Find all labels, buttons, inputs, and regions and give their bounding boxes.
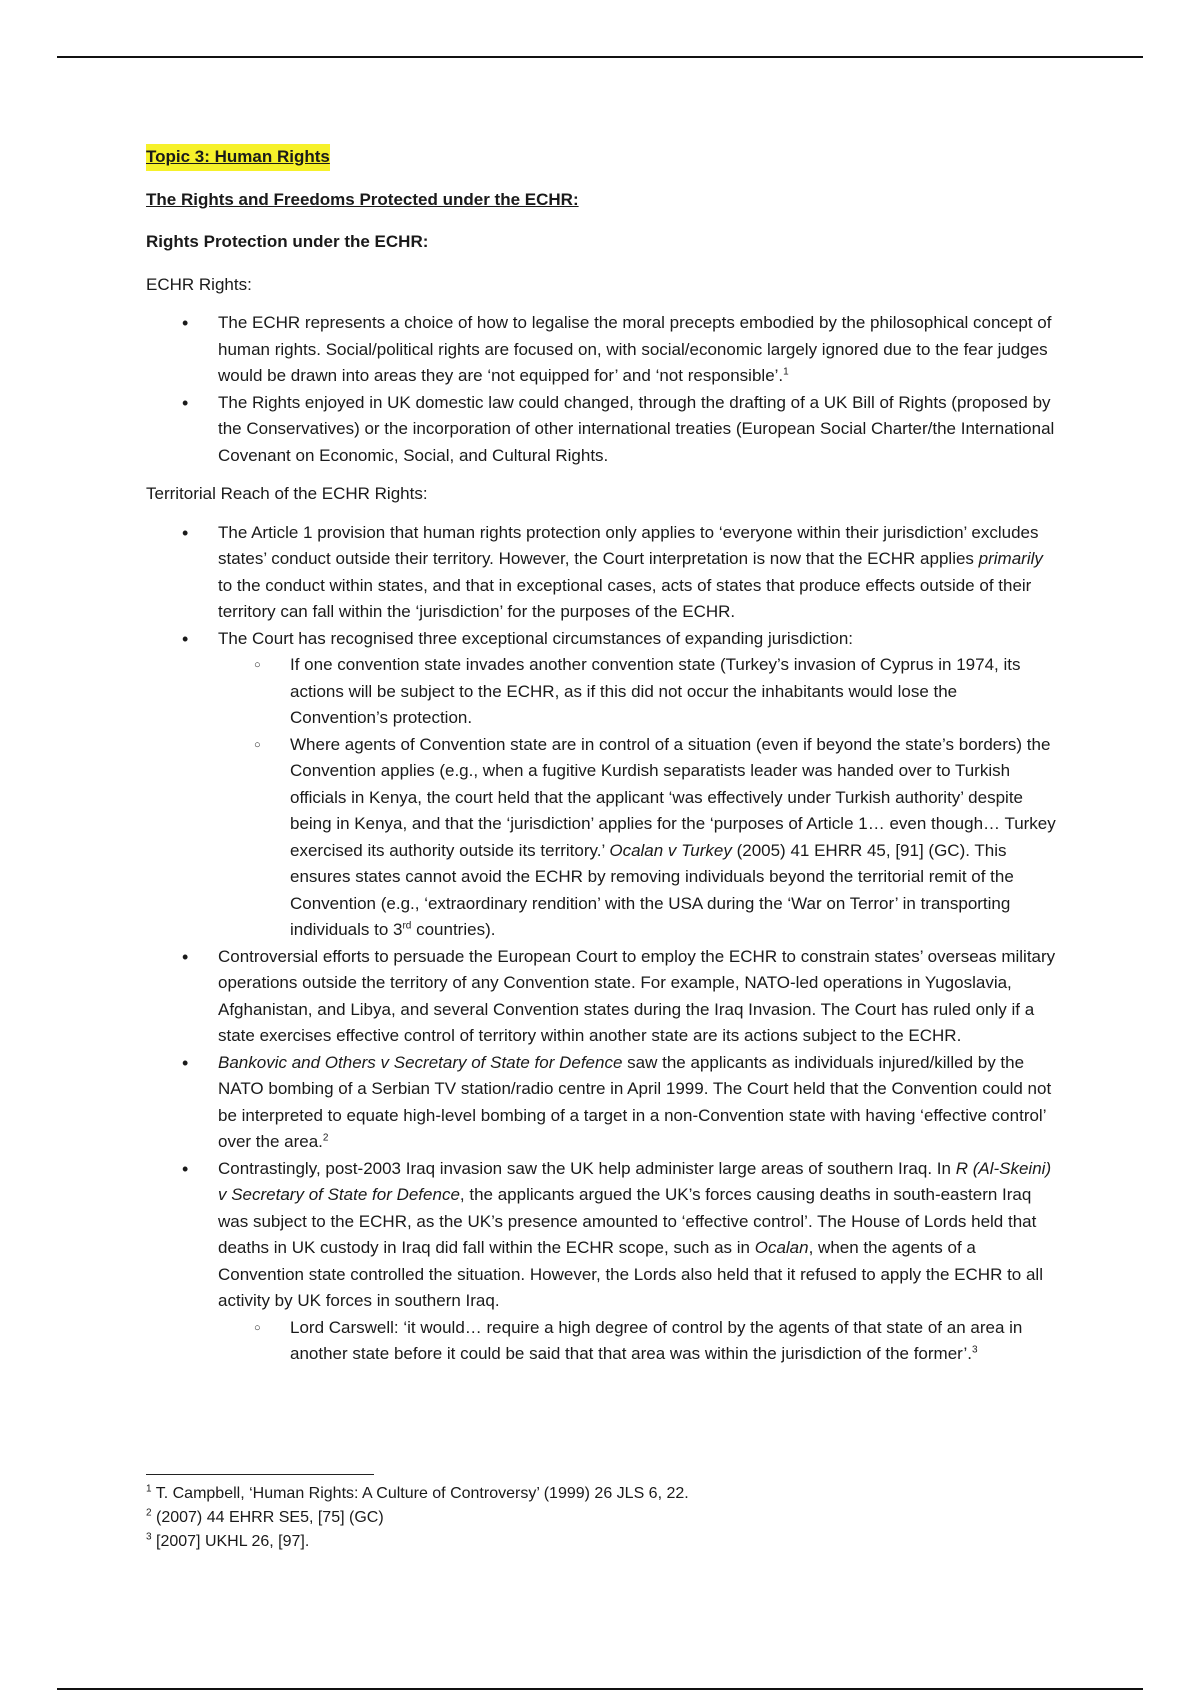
sub-list-item: ○ If one convention state invades another convention state (Turkey’s invasion of Cyprus in 1974, its actions will be subject to the ECHR, as if this did not occur the inhabitants would lose the Convention’s protection. [218, 652, 1056, 732]
footnote: $^3$ [2007] UKHL 26, [97]. [146, 1531, 310, 1550]
list-item: • The Rights enjoyed in UK domestic law could changed, through the drafting of a UK Bill of Rights (proposed by the Conservatives) or the incorporation of other international treaties (European Social Charter/the International Covenant on Economic, Social, and Cultural Rights. [146, 390, 1056, 470]
footnote: $^2$ (2007) 44 EHRR SE5, [75] (GC) [146, 1507, 384, 1526]
footnote-ref[interactable]: 3 [971, 1344, 978, 1356]
list-item: • Contrastingly, post-2003 Iraq invasion saw the UK help administer large areas of southern Iraq. In R (Al-Skeini) v Secretary of State for Defence, the applicants argued the UK’s forces causing deaths in south-eastern Iraq was subject to the ECHR, as the UK’s presence amounted to ‘effective control’. The House of Lords held that deaths in UK custody in Iraq did fall within the ECHR scope, such as in Ocalan, when the agents of a Convention state controlled the situation. However, the Lords also held that it refused to apply the ECHR to all activity by UK forces in southern Iraq. ○ Lord Carswell: ‘it would… require a high degree of control by the agents of that state of an area in another state before it could be said that that area was within the jurisdiction of the former’.$^3$ [146, 1156, 1056, 1368]
footnotes [146, 1482, 1056, 1554]
label-territorial-reach: Territorial Reach of the ECHR Rights: [146, 484, 428, 503]
footnote-ref[interactable]: 1 [783, 366, 789, 378]
subheading-rights-protection: Rights Protection under the ECHR: [146, 232, 429, 251]
list-item: • The ECHR represents a choice of how to legalise the moral precepts embodied by the philosophical concept of human rights. Social/political rights are focused on, with social/economic largely ignored due to the fear judges would be drawn into areas they are ‘not equipped for’ and ‘not responsible’.$^1$ [146, 310, 1056, 390]
footnote-separator [146, 1474, 374, 1475]
document-body [146, 144, 1056, 1380]
list-item: • The Court has recognised three exceptional circumstances of expanding jurisdiction: ○ If one convention state invades another convention state (Turkey’s invasion of Cyprus in 1974, its actions will be subject to the ECHR, as if this did not occur the inhabitants would lose the Convention’s protection. ○ Where agents of Convention state are in control of a situation (even if beyond the state’s borders) the Convention applies (e.g., when a fugitive Kurdish separatists leader was handed over to Turkish officials in Kenya, the court held that the applicant ‘was effectively under Turkish authority’ despite being in Kenya, and that the ‘jurisdiction’ applies for the ‘purposes of Article 1… even though… Turkey exercised its authority outside its territory.’ Ocalan v Turkey (2005) 41 EHRR 45, [91] (GC). This ensures states cannot avoid the ECHR by removing individuals beyond the territorial remit of the Convention (e.g., ‘extraordinary rendition’ with the USA during the ‘War on Terror’ in transporting individuals to 3rd countries). [146, 626, 1056, 944]
footnote-ref[interactable]: 2 [322, 1132, 329, 1144]
label-echr-rights: ECHR Rights: [146, 274, 252, 294]
list-item: • Controversial efforts to persuade the European Court to employ the ECHR to constrain states’ overseas military operations outside the territory of any Convention state. For example, NATO-led operations in Yugoslavia, Afghanistan, and Libya, and several Convention states during the Iraq Invasion. The Court has ruled only if a state exercises effective control of territory within another state are its actions subject to the ECHR. [146, 944, 1056, 1050]
sub-list-item: ○ Where agents of Convention state are in control of a situation (even if beyond the state’s borders) the Convention applies (e.g., when a fugitive Kurdish separatists leader was handed over to Turkish officials in Kenya, the court held that the applicant ‘was effectively under Turkish authority’ despite being in Kenya, and that the ‘jurisdiction’ applies for the ‘purposes of Article 1… even though… Turkey exercised its authority outside its territory.’ Ocalan v Turkey (2005) 41 EHRR 45, [91] (GC). This ensures states cannot avoid the ECHR by removing individuals beyond the territorial remit of the Convention (e.g., ‘extraordinary rendition’ with the USA during the ‘War on Terror’ in transporting individuals to 3rd countries). [218, 732, 1056, 944]
section-heading-rights-freedoms: The Rights and Freedoms Protected under the ECHR: [146, 189, 579, 209]
footer-rule [57, 1688, 1143, 1690]
list-item: • Bankovic and Others v Secretary of State for Defence saw the applicants as individuals injured/killed by the NATO bombing of a Serbian TV station/radio centre in April 1999. The Court held that the Convention could not be interpreted to equate high-level bombing of a target in a non-Convention state with having ‘effective control’ over the area.$^2$ [146, 1050, 1056, 1156]
sub-list-item: ○ Lord Carswell: ‘it would… require a high degree of control by the agents of that state of an area in another state before it could be said that that area was within the jurisdiction of the former’.$^3$ [218, 1315, 1056, 1368]
sub-list [218, 652, 1056, 944]
sub-list [218, 1315, 1056, 1368]
territorial-reach-list [146, 520, 1056, 1368]
page-title: Topic 3: Human Rights [146, 144, 330, 171]
list-item: • The Article 1 provision that human rights protection only applies to ‘everyone within their jurisdiction’ excludes states’ conduct outside their territory. However, the Court interpretation is now that the ECHR applies primarily to the conduct within states, and that in exceptional cases, acts of states that produce effects outside of their territory can fall within the ‘jurisdiction’ for the purposes of the ECHR. [146, 520, 1056, 626]
header-rule [57, 56, 1143, 58]
footnote: $^1$ T. Campbell, ‘Human Rights: A Culture of Controversy’ (1999) 26 JLS 6, 22. [146, 1483, 689, 1502]
echr-rights-list [146, 310, 1056, 469]
